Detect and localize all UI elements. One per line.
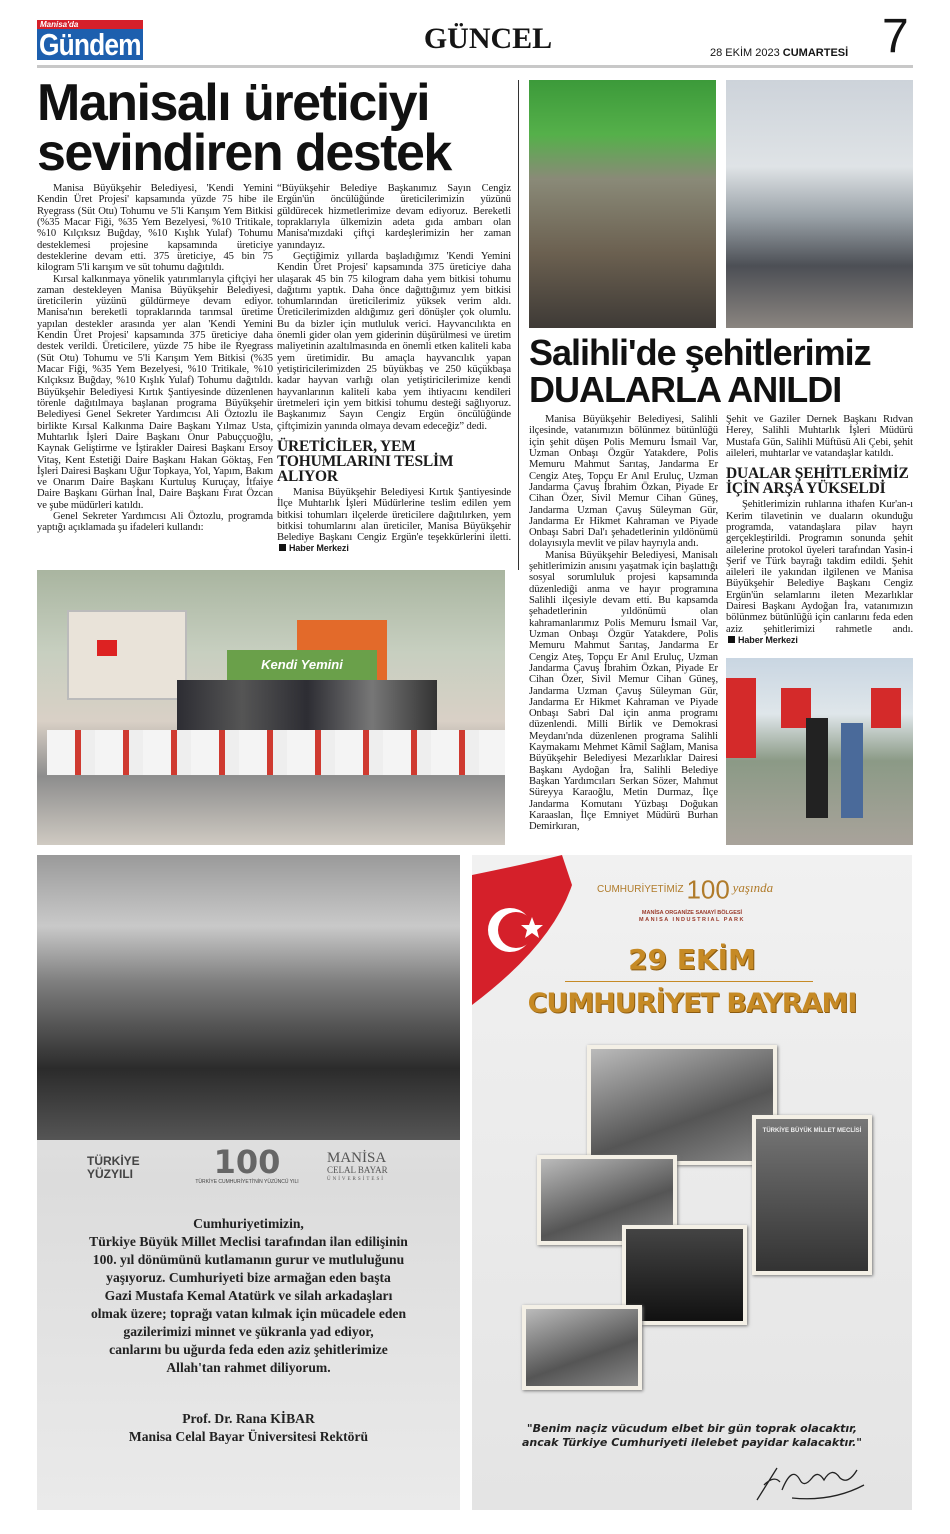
logo-row (37, 1145, 460, 1200)
column-body (529, 414, 718, 833)
signer-name: Prof. Dr. Rana KİBAR (182, 1411, 315, 1426)
logo-tagline: Manisa'da (40, 20, 79, 29)
paragraph: Manisa Büyükşehir Belediyesi, 'Kendi Yemini Kendin Üret Projesi' kapsamında yüzde 75 hibe ile Ryegrass (Süt Otu) Tohumu ve 5'li Karışım Yem Bitkisi (%35 Macar Fiği, %35 Yem Bezelyesi, %10 Tritikale, %10 Kılçıksız Buğday, %10 Kışlık Yulaf) Tohumu desteklemesi projesine kapsamında üreticiye desteklerine devam etti. 375 üreticiye, 45 bin 75 kilogram 5'li karışım ve süt tohumu dağıtıldı. (37, 183, 273, 274)
article2-headline (529, 334, 913, 408)
message-line: canlarını bu uğurda feda eden aziz şehitlerimize (109, 1342, 388, 1357)
badge-text: yaşında (732, 880, 774, 895)
organizer-logo (592, 910, 792, 924)
message-line: Allah'tan rahmet diliyorum. (166, 1360, 331, 1375)
logo-text: ÜNİVERSİTESİ (327, 1177, 385, 1182)
logo-text: CELAL BAYAR (327, 1165, 388, 1175)
message-line: gazilerimizi minnet ve şükranla yad ediyor, (123, 1324, 374, 1339)
historic-photo (522, 1305, 642, 1390)
paragraph: Manisa Büyükşehir Belediyesi, Manisalı şehitlerimizin anısını yaşatmak için başlattığı sosyal sorumluluk projesi kapsamında düzenlediği anma ve hayır programına Salihli ilçesiyle devam etti. Bu kapsamda şehadetlerinin yıldönümü olan kahramanlarımız Polis Memuru İsmail Var, Uzman Onbaşı Özgür Yatakdere, Polis Memuru Mahmut Sarıtaş, Jandarma Er Cengiz Ateş, Topçu Er Anıl Eruluç, Uzman Jandarma Çavuş İbrahim Özkan, Piyade Er Cihan Özer, Sivil Memur Cihan Güneş, Jandarma Uzman Çavuş Süleyman Gür, Jandarma Er Hikmet Kahraman ve Piyade Onbaşı Sabri Dal için anma programı düzenlendi. Milli Birlik ve Demokrasi Meydanı'nda düzenlenen programa Salihli Kaymakamı Mehmet Kâmil Sağlam, Manisa Büyükşehir Belediyesi Mezarlıklar Dairesi Başkanı Aydoğan İra, Salihli Belediye Başkan Yardımcıları Serkan Sözer, Mahmut Süreyya Karaoğlu, Metin Durmaz, İlçe Jandarma Komutanı Yüzbaşı Doğukan Karaaslan, İlçe Emniyet Müdürü Burhan Demirkıran, (529, 549, 718, 833)
logo-text: TÜRKİYE (87, 1154, 140, 1168)
title-date: 29 EKİM (628, 943, 756, 976)
article2-photo-ceremony (726, 658, 913, 845)
org-name-en: MANISA INDUSTRIAL PARK (639, 917, 745, 923)
message-line: Gazi Mustafa Kemal Atatürk ve silah arkadaşları (104, 1288, 393, 1303)
logo-text: MANİSA (327, 1150, 387, 1166)
paragraph: Genel Sekreter Yardımcısı Ali Öztozlu, programda yaptığı açıklamada şu ifadeleri kullandı: (37, 511, 273, 534)
section-title: GÜNCEL (423, 22, 553, 55)
header-divider (37, 65, 913, 68)
photo-caption: TÜRKİYE BÜYÜK MİLLET MECLİSİ (762, 1128, 862, 1134)
title-holiday: CUMHURİYET BAYRAMI (527, 988, 857, 1019)
org-name: MANİSA ORGANİZE SANAYİ BÖLGESİ (641, 910, 743, 916)
historic-photo (37, 855, 460, 1140)
logo-text: YÜZYILI (87, 1167, 134, 1181)
column-divider (518, 80, 519, 570)
column-body (277, 183, 511, 555)
message-line: yaşıyoruz. Cumhuriyeti bize armağan eden başta (106, 1270, 391, 1285)
logo-text: 100 (213, 1143, 281, 1181)
advertisement-university (37, 855, 460, 1510)
subheading: DUALAR ŞEHİTLERİMİZ İÇİN ARŞA YÜKSELDİ (726, 465, 909, 498)
subheading: ÜRETİCİLER, YEM TOHUMLARINI TESLİM ALIYOR (277, 437, 454, 485)
headline-line: Manisalı üreticiyi (37, 74, 430, 132)
article1-column-1 (37, 183, 273, 534)
logo-subtext: TÜRKİYE CUMHURİYETİ'NİN YÜZÜNCÜ YILI (195, 1179, 299, 1185)
quote-line: "Benim naçiz vücudum elbet bir gün toprak olacaktır, (526, 1422, 858, 1435)
badge-text: CUMHURİYETİMİZ (597, 884, 684, 895)
title-divider (565, 981, 813, 982)
paragraph: “Büyükşehir Belediye Başkanımız Sayın Cengiz Ergün'ün öncülüğünde üreticilerimizin yüzünü güldürecek hizmetlerimize devam ediyoruz. Bereketli topraklarıyla ülkemizin adeta gıda ambarı olan Manisa'mızdaki çiftçi kardeşlerimizin her zaman yanındayız. (277, 183, 511, 251)
article2-photo-mevlit (529, 80, 716, 328)
100-years-logo (187, 1145, 307, 1185)
ataturk-signature (752, 1460, 872, 1505)
paragraph: Geçtiğimiz yıllarda başladığımız 'Kendi Yemini Kendin Üret Projesi' kapsamında 375 üreticiye daha ulaşarak 45 bin 75 kilogram daha yem bitkisi tohumu dağıtımı yaptık. Daha önce dağıttığımız yem bitkisi tohumlarından üreticilerimiz yüksek verim aldı. Üreticilerimizden aldığımız geri dönüşler çok olumlu. Bu da bizler için mutluluk verici. Hayvancılıkta en önemli gider olan yem giderinin düşürülmesi ve üretim maliyetinin azaltılmasında en önemli etken kaliteli kaba yem üretimidir. Bu amaçla hayvancılık yapan yetiştiricilerimizden 25 büyükbaş ve 250 küçükbaşa kadar hayvan varlığı olan yetiştiricilerimize kendi hayvanlarının kaliteli kaba yem ihtiyacını kendileri üretmeleri için yem bitkisi tohumu desteği sağlıyoruz. Başkanımız Sayın Cengiz Ergün öncülüğünde çiftçimizin yanında olmaya devam edeceğiz” dedi. (277, 250, 511, 432)
celebration-message (47, 1215, 450, 1377)
quote-line: ancak Türkiye Cumhuriyeti ilelebet payidar kalacaktır." (521, 1436, 863, 1449)
article2-photo-crowd (726, 80, 913, 328)
historic-photo (587, 1045, 777, 1165)
newspaper-logo (37, 20, 143, 60)
article1-column-2 (277, 183, 511, 555)
headline-line: DUALARLA ANILDI (529, 369, 842, 410)
byline: Haber Merkezi (726, 635, 798, 645)
tbmm-photo (752, 1115, 872, 1275)
photo-banner-text: Kendi Yemini (227, 650, 377, 680)
article2-column-1 (529, 414, 718, 833)
article1-headline (37, 74, 507, 182)
university-logo (327, 1151, 388, 1183)
message-line: Cumhuriyetimizin, (193, 1216, 304, 1231)
page-number: 7 (882, 10, 909, 63)
message-line: Türkiye Büyük Millet Meclisi tarafından ilan edilişinin (89, 1234, 408, 1249)
turkish-flag-icon (472, 855, 572, 1005)
paragraph: Kırsal kalkınmaya yönelik yatırımlarıyla çiftçiyi her zaman destekleyen Manisa Büyükşehir Belediyesi, üreticilerin yüzünü güldürmeye devam ediyor. Manisa'nın bereketli topraklarında tarımsal üretime yapılan destekler arasında yer alan 'Kendi Yemini Kendin Üret Projesi' kapsamında 375 üreticiye daha destek verildi. Üreticilere, yüzde 75 hibe ile Ryegrass (Süt Otu) Tohumu ve 5'li Karışım Yem Bitkisi (%35 Macar Fiği, %35 Yem Bezelyesi, %10 Tritikale, %10 Kılçıksız Buğday, %10 Kışlık Yulaf) Tohumu dağıtıldı. Büyükşehir Belediyesi Kırtık Şantiyesinde düzenlenen törenle dağıtılmaya başlanan programa Büyükşehir Belediyesi Genel Sekreter Yardımcısı Ali Öztozlu ile birlikte Kırsal Kalkınma Daire Başkanı Yılmaz Usta, Muhtarlık İşleri Daire Başkanı Onur Pabuççuoğlu, Kaynak Geliştirme ve İştirakler Dairesi Başkanı Ersoy Vitaş, Kent Estetiği Daire Başkanı Hakan Göktaş, Fen İşleri Dairesi Başkanı Uğur Topkaya, Yol, Yapım, Bakım ve Onarım Daire Başkanı Kurtuluş Kuruçay, İtfaiye Daire Başkanı Gürhan İnal, Daire Başkanı Fırat Özcan ve şube müdürleri katıldı. (37, 273, 273, 511)
message-line: olmak üzere; toprağı vatan kılmak için mücadele eden (90, 1306, 407, 1321)
centennial-badge (597, 873, 773, 905)
signer-title: Manisa Celal Bayar Üniversitesi Rektörü (128, 1429, 369, 1444)
advertisement-republic-day (472, 855, 912, 1510)
message-line: 100. yıl dönümünü kutlamanın gurur ve mutluluğunu (92, 1252, 405, 1267)
article1-photo (37, 570, 505, 845)
column-body (37, 183, 273, 534)
date-text: 28 EKİM 2023 (710, 47, 780, 59)
headline-line: Salihli'de şehitlerimiz (529, 332, 871, 373)
paragraph: Manisa Büyükşehir Belediyesi Kırtık Şantiyesinde İlçe Muhtarlık İşleri Müdürlerine teslim edilen yem bitkisi tohumları ilçelerde üreticilere dağıtılırken, yem bitkisi tohumlarını alan üreticiler, Manisa Büyükşehir Belediye Başkanı Cengiz Ergün'e teşekkürlerini iletti. (277, 486, 511, 544)
headline-line: sevindiren destek (37, 124, 451, 182)
turkiye-yuzyili-logo (87, 1155, 140, 1181)
paragraph: Şehit ve Gaziler Dernek Başkanı Rıdvan Herey, Salihli Muhtarlık İşleri Müdürü Mustafa Gün, Salihli Müftüsü Ali Çebi, şehit aileleri, muhtarlar ve vatandaşlar katıldı. (726, 414, 913, 459)
day-text: CUMARTESİ (782, 47, 849, 59)
signer-block (37, 1410, 460, 1446)
article2-column-2 (726, 414, 913, 646)
paragraph: Şehitlerimizin ruhlarına ithafen Kur'an-ı Kerim tilavetinin ve duaların okunduğu programda, vatandaşlara pilav hayrı gerçekleştirildi. Programın sonunda şehit ailelerine protokol üyeleri tarafından Yasin-i Şerif ve Türk bayrağı takdim edildi. Şehit aileleri ile yakından ilgilenen ve Manisa Büyükşehir Belediye Başkanı Cengiz Ergün'ün selamlarını ileten Mezarlıklar Dairesi Başkanı Aydoğan İra, vatanımızın bölünmez bütünlüğü için canlarını feda eden aziz şehitlerimizi rahmetle andı. (726, 499, 913, 635)
badge-number: 100 (686, 874, 730, 905)
column-body (726, 414, 913, 646)
byline: Haber Merkezi (277, 543, 349, 553)
paragraph: Manisa Büyükşehir Belediyesi, Salihli ilçesinde, vatanımızın bölünmez bütünlüğü için şehit düşen Polis Memuru İsmail Var, Uzman Onbaşı Özgür Yatakdere, Polis Memuru Mahmut Sarıtaş, Jandarma Er Cengiz Ateş, Topçu Er Anıl Eruluç, Uzman Jandarma Çavuş İbrahim Özkan, Piyade Er Cihan Özer, Sivil Memur Cihan Güneş, Jandarma Uzman Çavuş Süleyman Gür, Jandarma Er Hikmet Kahraman ve Piyade Onbaşı Sabri Dal'ı şehadetlerinin yıldönümü dolayısıyla mevlit ve pilav hayrıyla andı. (529, 414, 718, 550)
issue-date (710, 47, 848, 59)
ataturk-quote (472, 1422, 912, 1450)
logo-title: Gündem (39, 27, 141, 62)
